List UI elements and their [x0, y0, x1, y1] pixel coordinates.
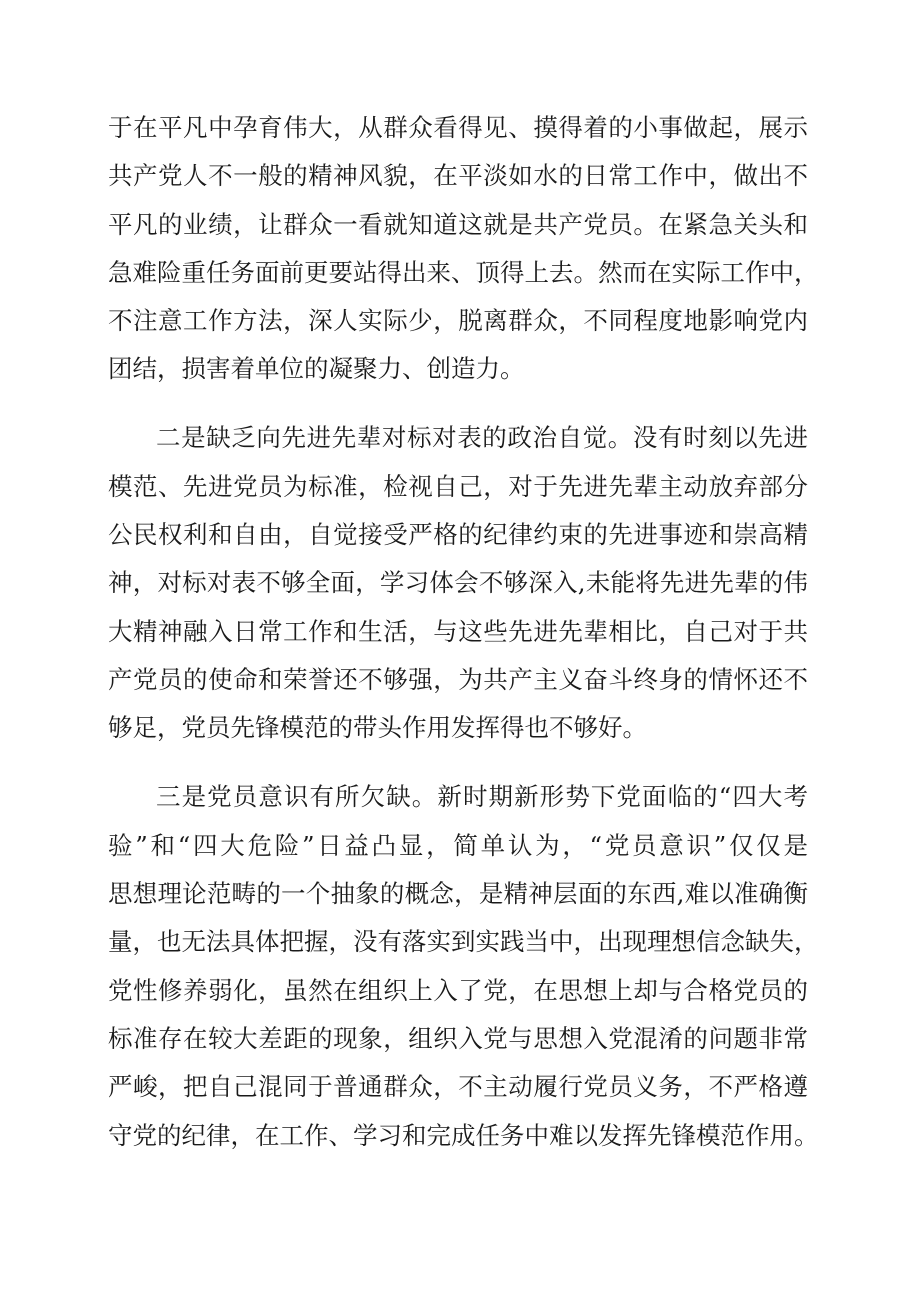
text-line: 够足，党员先锋模范的带头作用发挥得也不够好。 — [108, 713, 647, 742]
text-line: 党性修养弱化，虽然在组织上入了党，在思想上却与合格党员的 — [108, 976, 808, 1005]
text-line: 神，对标对表不够全面，学习体会不够深入,未能将先进先辈的伟 — [108, 568, 808, 597]
text-line: 验”和“四大危险”日益凸显，简单认为，“党员意识”仅仅是 — [108, 831, 808, 860]
text-line: 思想理论范畴的一个抽象的概念，是精神层面的东西,难以准确衡 — [108, 879, 808, 908]
text-line: 守党的纪律，在工作、学习和完成任务中难以发挥先锋模范作用。 — [108, 1121, 819, 1150]
text-line: 公民权利和自由，自觉接受严格的纪律约束的先进事迹和崇高精 — [108, 520, 808, 549]
text-line: 三是党员意识有所欠缺。新时期新形势下党面临的“四大考 — [156, 782, 808, 811]
text-line: 量，也无法具体把握，没有落实到实践当中，出现理想信念缺失， — [108, 927, 819, 956]
text-line: 二是缺乏向先进先辈对标对表的政治自觉。没有时刻以先进 — [156, 423, 808, 452]
text-line: 模范、先进党员为标准，检视自己，对于先进先辈主动放弃部分 — [108, 472, 808, 501]
text-line: 产党员的使命和荣誉还不够强，为共产主义奋斗终身的情怀还不 — [108, 665, 808, 694]
text-line: 急难险重任务面前更要站得出来、顶得上去。然而在实际工作中， — [108, 258, 819, 287]
text-line: 于在平凡中孕育伟大，从群众看得见、摸得着的小事做起，展示 — [108, 113, 808, 142]
text-line: 大精神融入日常工作和生活，与这些先进先辈相比，自己对于共 — [108, 617, 808, 646]
text-line: 共产党人不一般的精神风貌，在平淡如水的日常工作中，做出不 — [108, 161, 808, 190]
text-line: 平凡的业绩，让群众一看就知道这就是共产党员。在紧急关头和 — [108, 210, 808, 239]
text-line: 严峻，把自己混同于普通群众，不主动履行党员义务，不严格遵 — [108, 1072, 808, 1101]
text-line: 不注意工作方法，深人实际少，脱离群众，不同程度地影响党内 — [108, 306, 808, 335]
text-line: 团结，损害着单位的凝聚力、创造力。 — [108, 354, 525, 383]
text-line: 标准存在较大差距的现象，组织入党与思想入党混淆的问题非常 — [108, 1024, 808, 1053]
